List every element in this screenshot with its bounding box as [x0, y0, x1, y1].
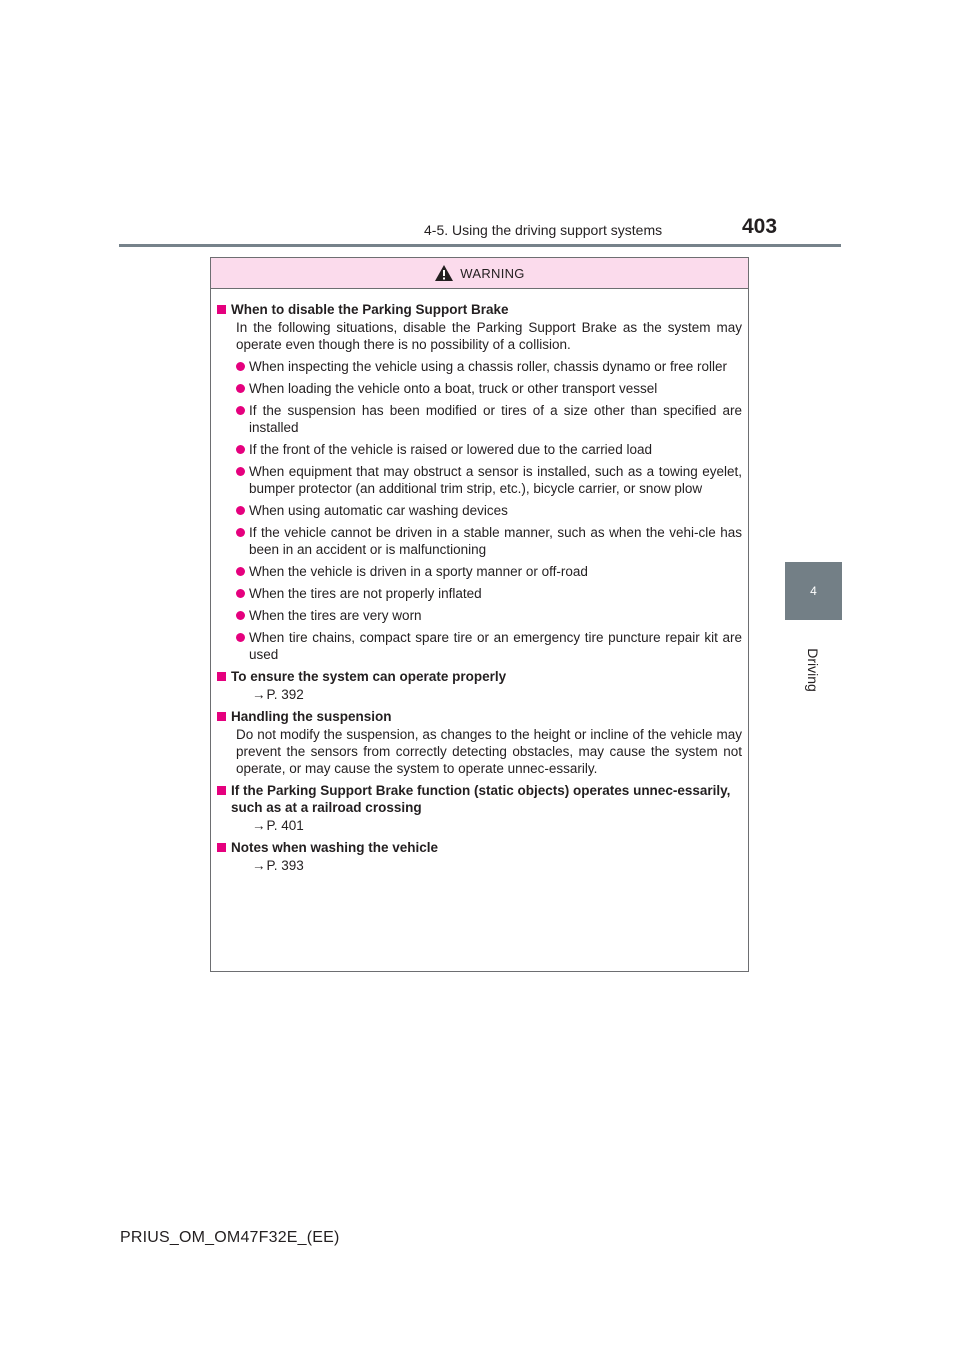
page-reference-text: P. 393	[266, 858, 304, 873]
list-item	[236, 524, 742, 558]
section-heading	[217, 839, 742, 856]
circle-bullet-icon	[236, 589, 245, 598]
square-bullet-icon	[217, 305, 226, 314]
page-reference[interactable]	[252, 817, 742, 834]
chapter-label: Driving	[805, 648, 821, 692]
section-heading	[217, 708, 742, 725]
warning-box	[210, 257, 749, 972]
right-arrow-icon: →	[252, 687, 266, 702]
list-item	[236, 502, 742, 519]
right-arrow-icon: →	[252, 858, 266, 873]
list-item-text: When using automatic car washing devices	[249, 503, 508, 518]
page-reference[interactable]	[252, 686, 742, 703]
section-heading-text: Notes when washing the vehicle	[231, 840, 439, 855]
document-code: PRIUS_OM_OM47F32E_(EE)	[120, 1229, 340, 1246]
section-heading-text: If the Parking Support Brake function (static objects) operates unnec-essarily, such as at a railroad crossing	[231, 783, 731, 815]
circle-bullet-icon	[236, 611, 245, 620]
list-item	[236, 402, 742, 436]
circle-bullet-icon	[236, 445, 245, 454]
list-item	[236, 585, 742, 602]
list-item-text: If the suspension has been modified or tires of a size other than specified are installed	[249, 403, 742, 435]
header-rule	[119, 244, 841, 247]
page-reference-text: P. 401	[266, 818, 304, 833]
section-paragraph: In the following situations, disable the Parking Support Brake as the system may operate even though there is no possibility of a collision.	[236, 320, 742, 352]
list-item	[236, 441, 742, 458]
list-item-text: When the tires are very worn	[249, 608, 422, 623]
section-heading	[217, 668, 742, 685]
circle-bullet-icon	[236, 467, 245, 476]
page-number: 403	[742, 215, 778, 238]
warning-triangle-icon	[434, 264, 454, 282]
list-item	[236, 607, 742, 624]
list-item-text: If the vehicle cannot be driven in a stable manner, such as when the vehi-cle has been in an accident or is malfunctioning	[249, 525, 742, 557]
square-bullet-icon	[217, 786, 226, 795]
square-bullet-icon	[217, 712, 226, 721]
list-item-text: When equipment that may obstruct a sensor is installed, such as a towing eyelet, bumper protector (an additional trim strip, etc.), bicycle carrier, or snow plow	[249, 464, 742, 496]
section-heading	[217, 782, 742, 816]
list-item-text: When tire chains, compact spare tire or an emergency tire puncture repair kit are used	[249, 630, 742, 662]
circle-bullet-icon	[236, 633, 245, 642]
section-heading	[217, 301, 742, 318]
list-item-text: When loading the vehicle onto a boat, truck or other transport vessel	[249, 381, 658, 396]
section-heading-text: To ensure the system can operate properly	[231, 669, 507, 684]
square-bullet-icon	[217, 843, 226, 852]
page-header	[0, 0, 960, 250]
warning-header	[211, 258, 748, 289]
circle-bullet-icon	[236, 384, 245, 393]
section-heading-text: When to disable the Parking Support Brake	[231, 302, 509, 317]
warning-title: WARNING	[460, 265, 525, 281]
chapter-tab	[785, 562, 842, 620]
circle-bullet-icon	[236, 362, 245, 371]
list-item	[236, 358, 742, 375]
list-item	[236, 629, 742, 663]
circle-bullet-icon	[236, 406, 245, 415]
section-paragraph: Do not modify the suspension, as changes to the height or incline of the vehicle may prevent the sensors from correctly detecting obstacles, may cause the system not operate, or may cause the system to operate unnec-essarily.	[236, 727, 742, 776]
right-arrow-icon: →	[252, 818, 266, 833]
list-item	[236, 563, 742, 580]
section-heading-text: Handling the suspension	[231, 709, 392, 724]
page-reference-text: P. 392	[266, 687, 304, 702]
warning-body	[211, 289, 748, 874]
list-item-text: When the vehicle is driven in a sporty manner or off-road	[249, 564, 588, 579]
list-item	[236, 380, 742, 397]
circle-bullet-icon	[236, 528, 245, 537]
section-title: 4-5. Using the driving support systems	[424, 222, 663, 238]
list-item	[236, 463, 742, 497]
page-reference[interactable]	[252, 857, 742, 874]
chapter-number: 4	[810, 584, 817, 598]
list-item-text: If the front of the vehicle is raised or lowered due to the carried load	[249, 442, 652, 457]
circle-bullet-icon	[236, 506, 245, 515]
square-bullet-icon	[217, 672, 226, 681]
list-item-text: When the tires are not properly inflated	[249, 586, 482, 601]
list-item-text: When inspecting the vehicle using a chassis roller, chassis dynamo or free roller	[249, 359, 727, 374]
circle-bullet-icon	[236, 567, 245, 576]
